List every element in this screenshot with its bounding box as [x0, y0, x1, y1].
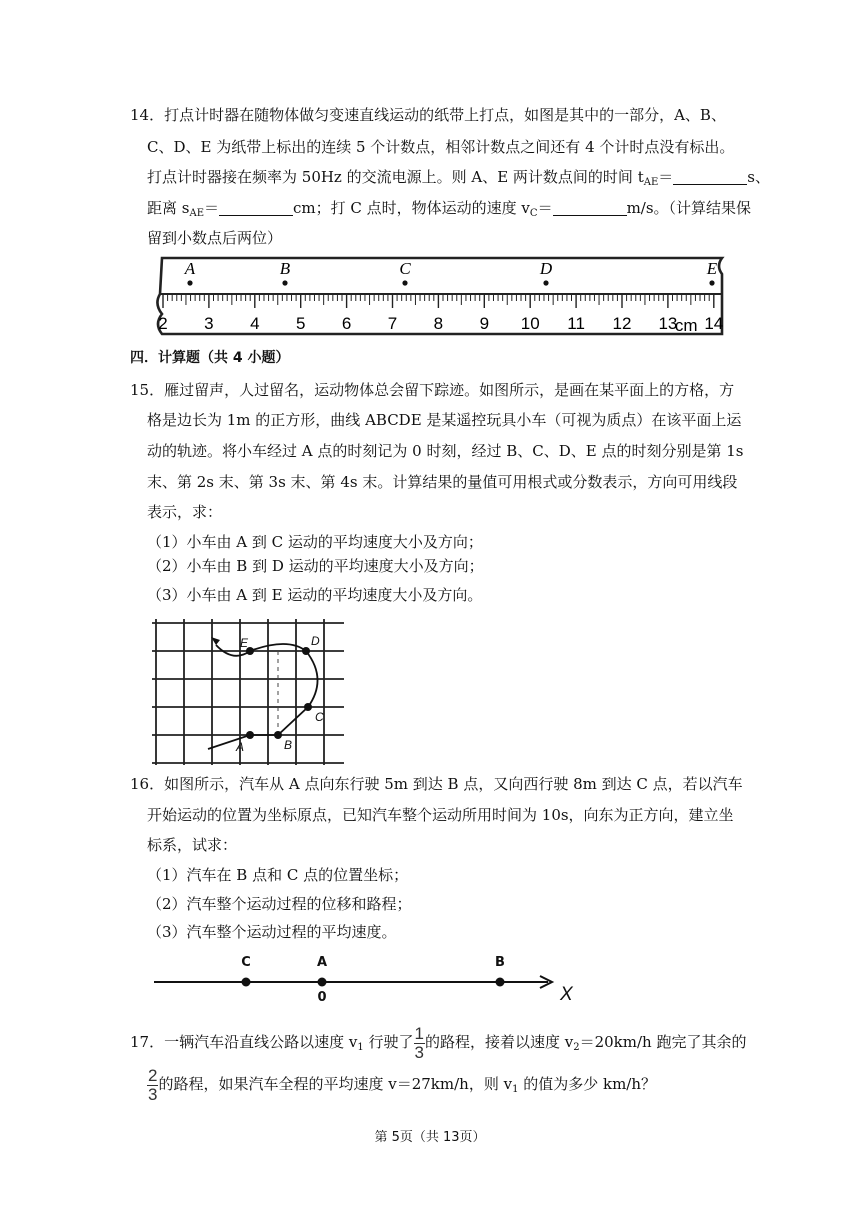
q14-line3-text: 打点计时器接在频率为 50Hz 的交流电源上。则 A、E 两计数点间的时间 t: [147, 168, 644, 186]
sub-ae-2: AE: [189, 208, 204, 219]
q14-line5: 留到小数点后两位）: [147, 229, 283, 247]
ruler-ticks: [163, 294, 714, 308]
q14-line4e: m/s。（计算结果保: [626, 199, 752, 217]
ruler-tick-label: 10: [520, 314, 540, 333]
q15-line3: 动的轨迹。将小车经过 A 点的时刻记为 0 时刻，经过 B、C、D、E 点的时刻分别是第 1s: [147, 442, 744, 460]
point-c-label: C: [241, 955, 251, 970]
label-d: D: [311, 634, 320, 648]
sub-1: 1: [357, 1042, 364, 1053]
answer-blank-v[interactable]: [553, 199, 627, 216]
answer-blank-s[interactable]: [219, 199, 293, 216]
q15-sub1: （1）小车由 A 到 C 运动的平均速度大小及方向；: [147, 533, 483, 551]
ruler-points: [184, 259, 718, 286]
q16-line2: 开始运动的位置为坐标原点，已知汽车整个运动所用时间为 10s，向东为正方向，建立坐: [147, 806, 734, 824]
frac-den: 3: [148, 1084, 158, 1104]
q17-line1c: 的路程，接着以速度 v: [424, 1033, 574, 1051]
q16-sub3: （3）汽车整个运动过程的平均速度。: [147, 923, 397, 941]
frac-num: 2: [148, 1065, 158, 1085]
ruler-point-label: E: [706, 259, 718, 278]
ruler-point-label: B: [279, 259, 291, 278]
ruler-tick-label: 9: [479, 314, 490, 333]
eq: ＝: [537, 199, 553, 217]
q17-line1b: 行驶了: [363, 1033, 414, 1051]
q17-line2a: 的路程，如果汽车全程的平均速度 v＝27km/h，则 v: [158, 1075, 513, 1093]
ruler-point-label: C: [399, 259, 411, 278]
q15-line5: 表示，求：: [147, 503, 223, 521]
trajectory-curve: [208, 644, 318, 749]
grid-trajectory-figure: [148, 615, 348, 765]
sub-1b: 1: [512, 1084, 519, 1095]
ruler-tick-label: 7: [387, 314, 398, 333]
ruler-point: [709, 280, 714, 285]
q14-line2: C、D、E 为纸带上标出的连续 5 个计数点，相邻计数点之间还有 4 个计时点没有标出。: [147, 138, 735, 156]
section-heading: 四．计算题（共 4 小题）: [130, 350, 290, 366]
ruler-point: [282, 280, 287, 285]
ruler-tape-figure: [150, 254, 730, 339]
label-c: C: [315, 710, 324, 724]
fraction-one-third: [414, 1025, 425, 1062]
label-b: B: [284, 738, 293, 752]
ruler-tick-label: 13: [658, 314, 678, 333]
ruler-tick-label: 12: [612, 314, 632, 333]
q14-line1: 14．打点计时器在随物体做匀变速直线运动的纸带上打点，如图是其中的一部分，A、B、: [130, 106, 726, 124]
q15-sub3: （3）小车由 A 到 E 运动的平均速度大小及方向。: [147, 586, 483, 604]
trajectory-points: [246, 647, 312, 739]
ruler-tick-label: 14: [704, 314, 724, 333]
ruler-point: [187, 280, 192, 285]
ruler-tick-label: 2: [158, 314, 168, 333]
q14-line4c: cm；打 C 点时，物体运动的速度 v: [293, 199, 530, 217]
ruler-point-label: A: [184, 259, 196, 278]
page-footer: 第 5页（共 13页）: [374, 1130, 486, 1145]
q16-line3: 标系，试求：: [147, 836, 238, 854]
ruler-tick-label: 11: [567, 314, 585, 333]
q14-line4: [147, 198, 751, 224]
q16-sub1: （1）汽车在 B 点和 C 点的位置坐标；: [147, 866, 409, 884]
eq: ＝: [658, 168, 674, 186]
q14-line3: [147, 167, 770, 193]
sub-c: C: [529, 208, 538, 219]
ruler-tick-label: 4: [250, 314, 260, 333]
label-e: E: [240, 636, 249, 650]
point-a-label: A: [316, 955, 328, 970]
point-b-label: B: [495, 955, 505, 970]
q15-line2: 格是边长为 1m 的正方形，曲线 ABCDE 是某遥控玩具小车（可视为质点）在该平面上运: [147, 411, 742, 429]
sub-ae: AE: [643, 177, 659, 188]
q15-line1: 15．雁过留声，人过留名，运动物体总会留下踪迹。如图所示，是画在某平面上的方格，方: [130, 381, 735, 399]
frac-den: 3: [414, 1042, 424, 1062]
ruler-tick-label: 3: [204, 314, 214, 333]
q15-sub2: （2）小车由 B 到 D 运动的平均速度大小及方向；: [147, 557, 484, 575]
q17-line2b: 的值为多少 km/h？: [518, 1075, 657, 1093]
q14-line4a: 距离 s: [147, 199, 190, 217]
ruler-unit-label: cm: [674, 316, 698, 335]
q16-sub2: （2）汽车整个运动过程的位移和路程；: [147, 895, 412, 913]
number-line-figure: [150, 950, 590, 1005]
q16-line1: 16．如图所示，汽车从 A 点向东行驶 5m 到达 B 点，又向西行驶 8m 到达 C 点，若以汽车: [130, 775, 743, 793]
ruler-tick-label: 6: [341, 314, 352, 333]
ruler-point: [543, 280, 548, 285]
eq: ＝: [204, 199, 220, 217]
q17-line1d: ＝20km/h 跑完了其余的: [579, 1033, 747, 1051]
ruler-tick-labels: [158, 314, 723, 335]
origin-label: 0: [317, 990, 327, 1005]
ruler-point-label: D: [539, 259, 553, 278]
answer-blank-t[interactable]: [673, 168, 747, 185]
q15-line4: 末、第 2s 末、第 3s 末、第 4s 末。计算结果的量值可用根式或分数表示，方向可用线段: [147, 473, 738, 491]
q17-line1a: 17．一辆汽车沿直线公路以速度 v: [130, 1033, 358, 1051]
ruler-point: [402, 280, 407, 285]
q17-line2: [147, 1062, 656, 1112]
ruler-tick-label: 5: [295, 314, 306, 333]
label-a: A: [236, 740, 245, 754]
sub-2: 2: [573, 1042, 580, 1053]
ruler-tick-label: 8: [433, 314, 444, 333]
fraction-two-thirds: [147, 1067, 158, 1104]
unit-s: s、: [747, 168, 770, 186]
x-axis-label: X: [560, 984, 573, 1005]
frac-num: 1: [414, 1023, 424, 1043]
